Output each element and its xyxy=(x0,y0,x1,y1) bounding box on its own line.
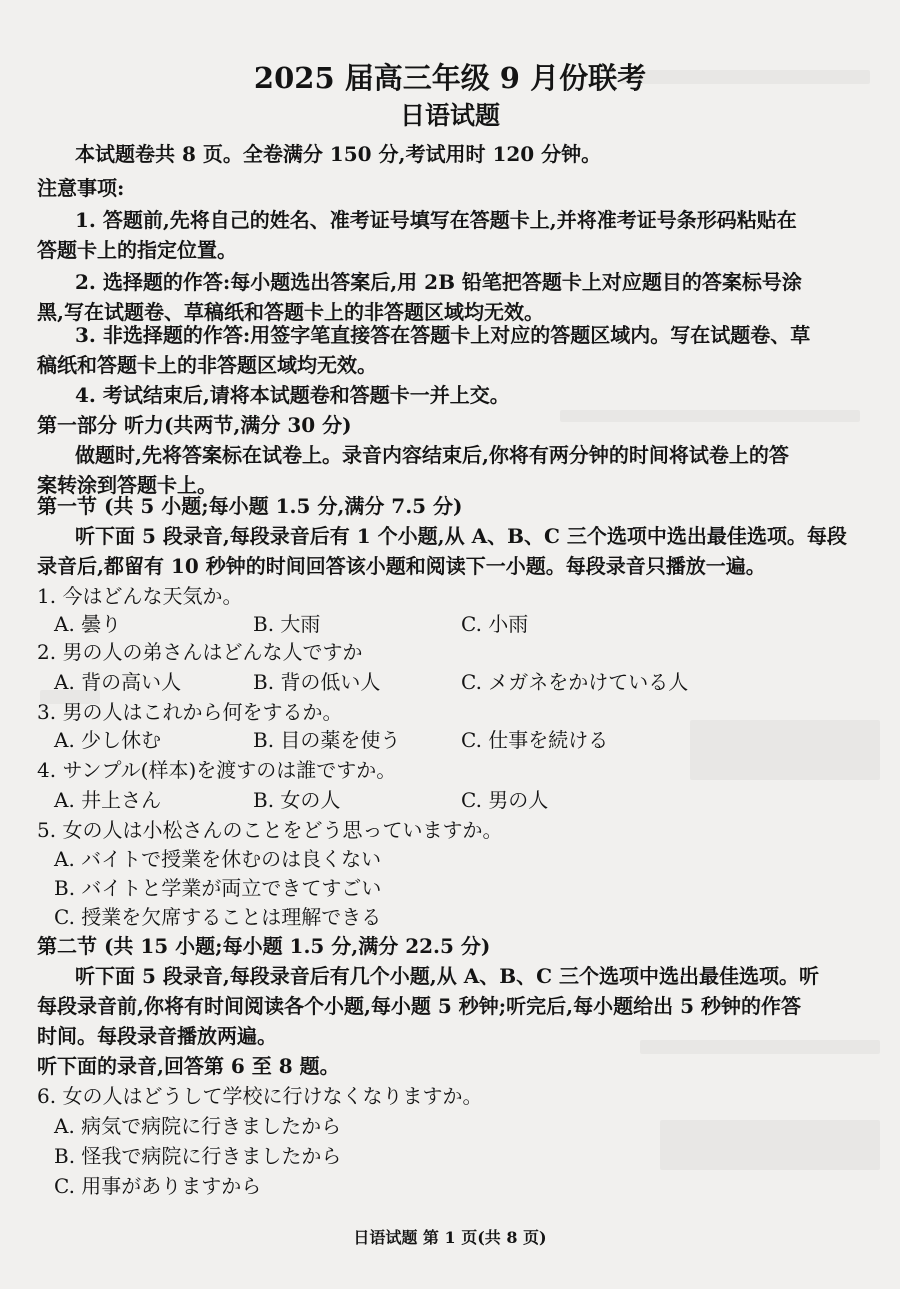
question-3-option-c: C. 仕事を続ける xyxy=(461,728,609,752)
question-4-option-a: A. 井上さん xyxy=(54,788,162,812)
question-6-option-a: A. 病気で病院に行きましたから xyxy=(54,1114,342,1138)
notes-heading: 注意事项: xyxy=(37,176,125,200)
page-subtitle: 日语试题 xyxy=(399,101,500,130)
note-2-line-2: 黑,写在试题卷、草稿纸和答题卡上的非答题区域均无效。 xyxy=(37,300,544,324)
question-4-option-c: C. 男の人 xyxy=(461,788,549,812)
section-2-instruction: 听下面的录音,回答第 6 至 8 题。 xyxy=(37,1054,340,1078)
question-2-stem: 2. 男の人の弟さんはどんな人ですか xyxy=(37,640,363,664)
question-4-option-b: B. 女の人 xyxy=(253,788,341,812)
question-1-option-a: A. 曇り xyxy=(54,612,122,636)
section-1-heading: 第一节 (共 5 小题;每小题 1.5 分,满分 7.5 分) xyxy=(37,494,463,518)
part-1-heading: 第一部分 听力(共两节,满分 30 分) xyxy=(37,413,352,437)
section-2-intro-line-1: 听下面 5 段录音,每段录音后有几个小题,从 A、B、C 三个选项中选出最佳选项。听 xyxy=(75,964,820,988)
section-2-heading: 第二节 (共 15 小题;每小题 1.5 分,满分 22.5 分) xyxy=(37,934,491,958)
part-1-intro-line-1: 做题时,先将答案标在试卷上。录音内容结束后,你将有两分钟的时间将试卷上的答 xyxy=(75,443,789,467)
page-title: 2025 届高三年级 9 月份联考 xyxy=(253,61,647,95)
question-4-stem: 4. サンプル(样本)を渡すのは誰ですか。 xyxy=(37,758,397,782)
question-2-option-c: C. メガネをかけている人 xyxy=(461,670,689,694)
bleed-through-mark xyxy=(560,410,860,422)
note-1-line-1: 1. 答题前,先将自己的姓名、准考证号填写在答题卡上,并将准考证号条形码粘贴在 xyxy=(75,208,797,232)
question-6-stem: 6. 女の人はどうして学校に行けなくなりますか。 xyxy=(37,1084,483,1108)
bleed-through-mark xyxy=(640,1040,880,1054)
question-3-option-a: A. 少し休む xyxy=(54,728,162,752)
question-3-option-b: B. 目の薬を使う xyxy=(253,728,401,752)
question-2-option-a: A. 背の高い人 xyxy=(54,670,182,694)
question-5-stem: 5. 女の人は小松さんのことをどう思っていますか。 xyxy=(37,818,503,842)
section-1-intro-line-2: 录音后,都留有 10 秒钟的时间回答该小题和阅读下一小题。每段录音只播放一遍。 xyxy=(37,554,766,578)
page-footer: 日语试题 第 1 页(共 8 页) xyxy=(353,1228,547,1247)
question-1-stem: 1. 今はどんな天気か。 xyxy=(37,584,243,608)
bleed-through-mark xyxy=(690,720,880,780)
question-1-option-c: C. 小雨 xyxy=(461,612,529,636)
question-6-option-c: C. 用事がありますから xyxy=(54,1174,262,1198)
question-3-stem: 3. 男の人はこれから何をするか。 xyxy=(37,700,343,724)
note-3-line-1: 3. 非选择题的作答:用签字笔直接答在答题卡上对应的答题区域内。写在试题卷、草 xyxy=(75,323,811,347)
section-2-intro-line-2: 每段录音前,你将有时间阅读各个小题,每小题 5 秒钟;听完后,每小题给出 5 秒钟的作答 xyxy=(37,994,801,1018)
note-4: 4. 考试结束后,请将本试题卷和答题卡一并上交。 xyxy=(75,383,510,407)
part-1-intro-line-2: 案转涂到答题卡上。 xyxy=(37,473,217,497)
question-2-option-b: B. 背の低い人 xyxy=(253,670,381,694)
question-5-option-b: B. バイトと学業が両立できてすごい xyxy=(54,876,382,900)
question-5-option-c: C. 授業を欠席することは理解できる xyxy=(54,905,382,929)
exam-intro: 本试题卷共 8 页。全卷满分 150 分,考试用时 120 分钟。 xyxy=(75,142,602,166)
question-6-option-b: B. 怪我で病院に行きましたから xyxy=(54,1144,342,1168)
section-2-intro-line-3: 时间。每段录音播放两遍。 xyxy=(37,1024,277,1048)
question-1-option-b: B. 大雨 xyxy=(253,612,321,636)
note-2-line-1: 2. 选择题的作答:每小题选出答案后,用 2B 铅笔把答题卡上对应题目的答案标号涂 xyxy=(75,270,802,294)
note-3-line-2: 稿纸和答题卡上的非答题区域均无效。 xyxy=(37,353,377,377)
section-1-intro-line-1: 听下面 5 段录音,每段录音后有 1 个小题,从 A、B、C 三个选项中选出最佳选项。每段 xyxy=(75,524,847,548)
note-1-line-2: 答题卡上的指定位置。 xyxy=(37,238,237,262)
bleed-through-mark xyxy=(660,1120,880,1170)
question-5-option-a: A. バイトで授業を休むのは良くない xyxy=(54,847,382,871)
